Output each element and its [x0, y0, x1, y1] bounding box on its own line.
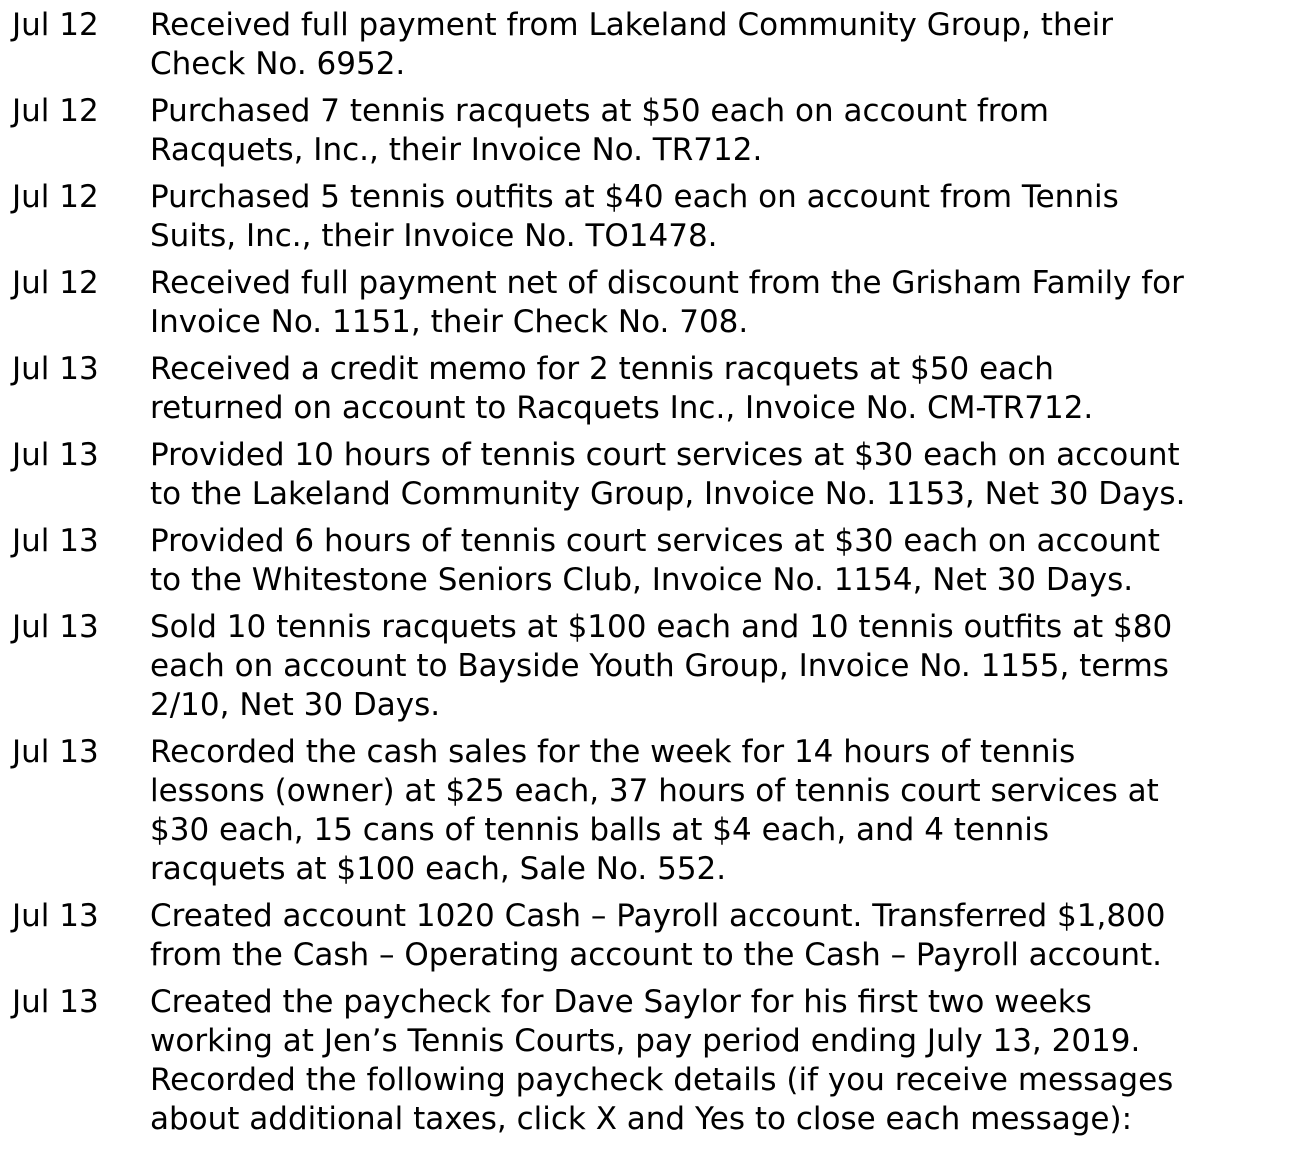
transaction-date: Jul 12 [12, 265, 99, 301]
description-line: Provided 10 hours of tennis court services at $30 each on account [150, 437, 1180, 473]
transaction-description [150, 350, 1300, 428]
transaction-entry [0, 92, 1308, 170]
transaction-entry [0, 733, 1308, 889]
description-line: to the Lakeland Community Group, Invoice No. 1153, Net 30 Days. [150, 476, 1186, 512]
description-line: Provided 6 hours of tennis court services at $30 each on account [150, 523, 1160, 559]
transaction-description [150, 92, 1300, 170]
transaction-entry [0, 522, 1308, 600]
description-line: Created the paycheck for Dave Saylor for his first two weeks [150, 984, 1092, 1020]
transaction-entry [0, 350, 1308, 428]
description-line: Created account 1020 Cash – Payroll account. Transferred $1,800 [150, 898, 1166, 934]
description-line: Invoice No. 1151, their Check No. 708. [150, 304, 749, 340]
transaction-description [150, 983, 1300, 1139]
description-line: Purchased 7 tennis racquets at $50 each on account from [150, 93, 1049, 129]
description-line: Suits, Inc., their Invoice No. TO1478. [150, 218, 718, 254]
description-line: Purchased 5 tennis outfits at $40 each on account from Tennis [150, 179, 1119, 215]
description-line: each on account to Bayside Youth Group, Invoice No. 1155, terms [150, 648, 1169, 684]
transaction-description [150, 522, 1300, 600]
transaction-description [150, 436, 1300, 514]
transaction-description [150, 6, 1300, 84]
description-line: racquets at $100 each, Sale No. 552. [150, 851, 727, 887]
transaction-description [150, 733, 1300, 889]
transaction-date: Jul 13 [12, 734, 99, 770]
transaction-list [0, 6, 1308, 1147]
transaction-entry [0, 264, 1308, 342]
transaction-description [150, 897, 1300, 975]
transaction-date: Jul 13 [12, 609, 99, 645]
transaction-entry [0, 436, 1308, 514]
transaction-entry [0, 983, 1308, 1139]
description-line: $30 each, 15 cans of tennis balls at $4 each, and 4 tennis [150, 812, 1050, 848]
transaction-date: Jul 12 [12, 179, 99, 215]
description-line: Check No. 6952. [150, 46, 406, 82]
transaction-date: Jul 13 [12, 523, 99, 559]
transaction-date: Jul 13 [12, 437, 99, 473]
transaction-description [150, 608, 1300, 725]
transaction-date: Jul 13 [12, 984, 99, 1020]
transaction-date: Jul 12 [12, 93, 99, 129]
description-line: Received full payment from Lakeland Community Group, their [150, 7, 1114, 43]
description-line: Received a credit memo for 2 tennis racquets at $50 each [150, 351, 1054, 387]
description-line: Recorded the following paycheck details (if you receive messages [150, 1062, 1174, 1098]
transaction-entry [0, 608, 1308, 725]
description-line: lessons (owner) at $25 each, 37 hours of tennis court services at [150, 773, 1159, 809]
transaction-description [150, 264, 1300, 342]
transaction-entry [0, 6, 1308, 84]
description-line: Received full payment net of discount from the Grisham Family for [150, 265, 1184, 301]
description-line: Racquets, Inc., their Invoice No. TR712. [150, 132, 763, 168]
description-line: working at Jen’s Tennis Courts, pay period ending July 13, 2019. [150, 1023, 1141, 1059]
transaction-entry [0, 178, 1308, 256]
description-line: about additional taxes, click X and Yes to close each message): [150, 1101, 1133, 1137]
description-line: to the Whitestone Seniors Club, Invoice No. 1154, Net 30 Days. [150, 562, 1134, 598]
description-line: Recorded the cash sales for the week for 14 hours of tennis [150, 734, 1076, 770]
description-line: Sold 10 tennis racquets at $100 each and 10 tennis outfits at $80 [150, 609, 1173, 645]
transaction-date: Jul 13 [12, 351, 99, 387]
transaction-date: Jul 12 [12, 7, 99, 43]
description-line: 2/10, Net 30 Days. [150, 687, 441, 723]
transaction-entry [0, 897, 1308, 975]
transaction-date: Jul 13 [12, 898, 99, 934]
transaction-description [150, 178, 1300, 256]
description-line: returned on account to Racquets Inc., Invoice No. CM-TR712. [150, 390, 1094, 426]
description-line: from the Cash – Operating account to the Cash – Payroll account. [150, 937, 1163, 973]
